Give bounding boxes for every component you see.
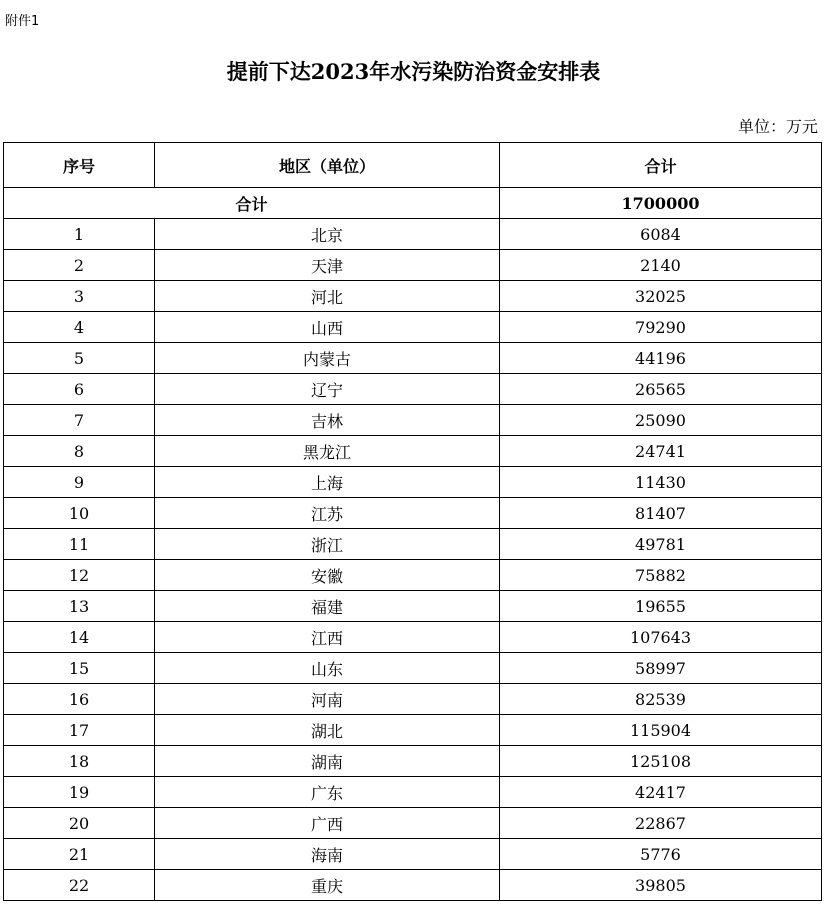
table-row <box>4 219 822 250</box>
row-index: 19 <box>4 777 155 808</box>
row-index: 4 <box>4 312 155 343</box>
row-amount: 42417 <box>500 777 822 808</box>
row-region: 吉林 <box>155 405 500 436</box>
row-index: 13 <box>4 591 155 622</box>
total-value: 1700000 <box>500 188 822 219</box>
row-region: 浙江 <box>155 529 500 560</box>
row-index: 15 <box>4 653 155 684</box>
row-amount: 5776 <box>500 839 822 870</box>
row-amount: 6084 <box>500 219 822 250</box>
row-amount: 125108 <box>500 746 822 777</box>
table-row <box>4 746 822 777</box>
row-amount: 107643 <box>500 622 822 653</box>
row-amount: 39805 <box>500 870 822 901</box>
row-amount: 81407 <box>500 498 822 529</box>
row-amount: 2140 <box>500 250 822 281</box>
table-row <box>4 436 822 467</box>
row-index: 20 <box>4 808 155 839</box>
table-row <box>4 560 822 591</box>
row-region: 辽宁 <box>155 374 500 405</box>
row-index: 6 <box>4 374 155 405</box>
row-region: 北京 <box>155 219 500 250</box>
row-region: 海南 <box>155 839 500 870</box>
row-index: 7 <box>4 405 155 436</box>
row-index: 12 <box>4 560 155 591</box>
table-row <box>4 684 822 715</box>
row-index: 2 <box>4 250 155 281</box>
total-label: 合计 <box>4 188 500 219</box>
row-amount: 32025 <box>500 281 822 312</box>
row-amount: 25090 <box>500 405 822 436</box>
row-region: 黑龙江 <box>155 436 500 467</box>
row-amount: 79290 <box>500 312 822 343</box>
row-region: 广东 <box>155 777 500 808</box>
table-row <box>4 839 822 870</box>
total-row <box>4 188 822 219</box>
table-row <box>4 498 822 529</box>
row-index: 5 <box>4 343 155 374</box>
row-region: 河北 <box>155 281 500 312</box>
table-row <box>4 312 822 343</box>
row-amount: 26565 <box>500 374 822 405</box>
row-index: 9 <box>4 467 155 498</box>
row-region: 安徽 <box>155 560 500 591</box>
row-region: 重庆 <box>155 870 500 901</box>
row-amount: 115904 <box>500 715 822 746</box>
row-region: 江苏 <box>155 498 500 529</box>
row-amount: 11430 <box>500 467 822 498</box>
table-row <box>4 281 822 312</box>
row-region: 上海 <box>155 467 500 498</box>
table-row <box>4 591 822 622</box>
row-amount: 49781 <box>500 529 822 560</box>
table-row <box>4 467 822 498</box>
document-title: 提前下达2023年水污染防治资金安排表 <box>226 59 601 84</box>
table-row <box>4 808 822 839</box>
unit-label: 单位：万元 <box>737 117 818 136</box>
row-amount: 22867 <box>500 808 822 839</box>
row-index: 14 <box>4 622 155 653</box>
row-region: 广西 <box>155 808 500 839</box>
table-row <box>4 529 822 560</box>
row-amount: 75882 <box>500 560 822 591</box>
row-amount: 24741 <box>500 436 822 467</box>
row-index: 18 <box>4 746 155 777</box>
table-row <box>4 250 822 281</box>
row-region: 山西 <box>155 312 500 343</box>
table-row <box>4 653 822 684</box>
header-region: 地区（单位） <box>155 143 500 188</box>
row-index: 17 <box>4 715 155 746</box>
table-row <box>4 870 822 901</box>
table-header-row <box>4 143 822 188</box>
table-row <box>4 405 822 436</box>
attachment-label: 附件1 <box>5 14 40 29</box>
row-amount: 19655 <box>500 591 822 622</box>
row-amount: 44196 <box>500 343 822 374</box>
row-index: 1 <box>4 219 155 250</box>
table-row <box>4 343 822 374</box>
funding-table <box>3 142 822 901</box>
table-row <box>4 715 822 746</box>
row-amount: 82539 <box>500 684 822 715</box>
table-row <box>4 777 822 808</box>
row-index: 21 <box>4 839 155 870</box>
header-index: 序号 <box>4 143 155 188</box>
row-index: 3 <box>4 281 155 312</box>
table-row <box>4 622 822 653</box>
row-index: 8 <box>4 436 155 467</box>
row-region: 河南 <box>155 684 500 715</box>
row-index: 11 <box>4 529 155 560</box>
table-row <box>4 374 822 405</box>
row-region: 江西 <box>155 622 500 653</box>
row-region: 内蒙古 <box>155 343 500 374</box>
row-region: 福建 <box>155 591 500 622</box>
row-index: 22 <box>4 870 155 901</box>
row-index: 10 <box>4 498 155 529</box>
row-region: 天津 <box>155 250 500 281</box>
header-total: 合计 <box>500 143 822 188</box>
row-region: 山东 <box>155 653 500 684</box>
row-index: 16 <box>4 684 155 715</box>
row-region: 湖北 <box>155 715 500 746</box>
row-amount: 58997 <box>500 653 822 684</box>
row-region: 湖南 <box>155 746 500 777</box>
